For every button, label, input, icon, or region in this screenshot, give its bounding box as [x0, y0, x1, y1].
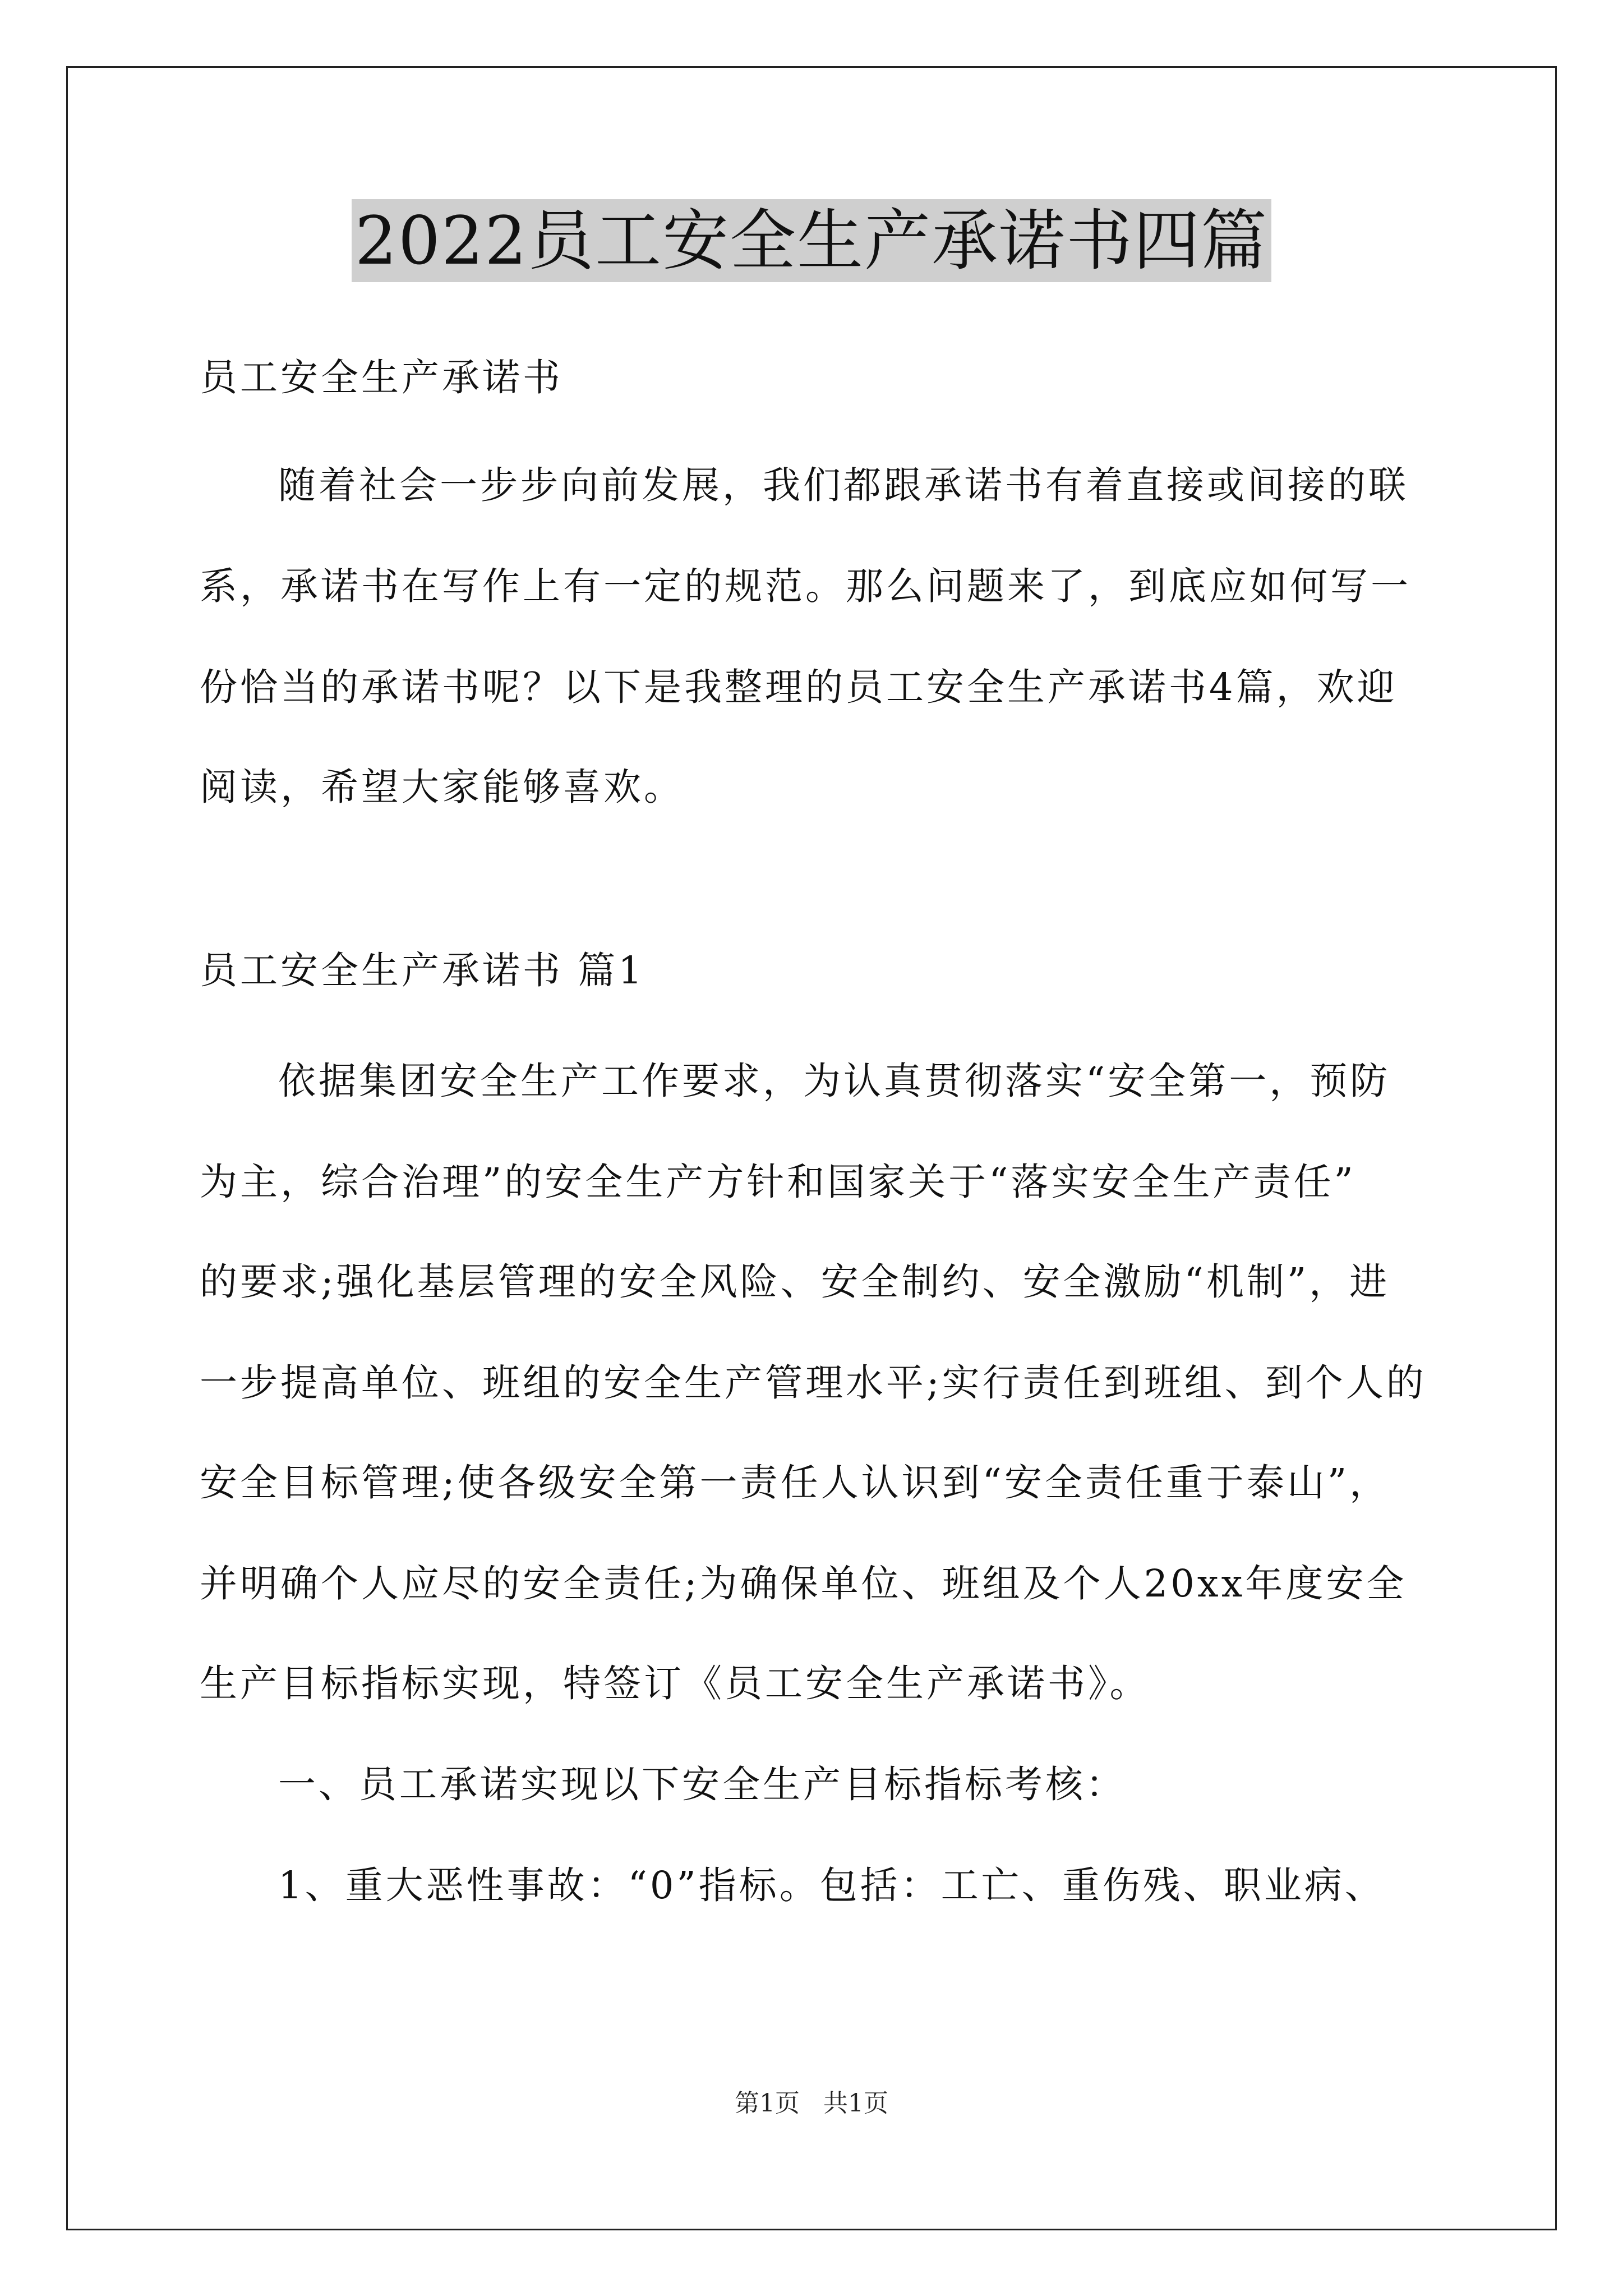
- title-container: [0, 199, 1623, 282]
- paragraph-line: 生产目标指标实现，特签订《员工安全生产承诺书》。: [200, 1662, 1150, 1705]
- paragraph-line: 为主，综合治理”的安全生产方针和国家关于“落实安全生产责任”: [200, 1160, 1356, 1204]
- page-footer: [0, 2087, 1623, 2120]
- paragraph-line: 依据集团安全生产工作要求，为认真贯彻落实“安全第一，预防: [278, 1059, 1391, 1103]
- page-number-current: 第1页: [735, 2089, 800, 2118]
- paragraph-line: 安全目标管理;使各级安全第一责任人认识到“安全责任重于泰山”，: [200, 1461, 1390, 1504]
- paragraph-line: 的要求;强化基层管理的安全风险、安全制约、安全激励“机制”，进: [200, 1260, 1390, 1304]
- section-heading-intro: 员工安全生产承诺书: [200, 356, 563, 399]
- page-number-total: 共1页: [823, 2089, 888, 2118]
- paragraph-line: 并明确个人应尽的安全责任;为确保单位、班组及个人20xx年度安全: [200, 1562, 1407, 1605]
- paragraph-line: 份恰当的承诺书呢？以下是我整理的员工安全生产承诺书4篇，欢迎: [200, 665, 1398, 709]
- paragraph-line: 系，承诺书在写作上有一定的规范。那么问题来了，到底应如何写一: [200, 564, 1411, 608]
- list-heading: 一、员工承诺实现以下安全生产目标指标考核：: [278, 1763, 1126, 1806]
- paragraph-line: 阅读，希望大家能够喜欢。: [200, 765, 684, 809]
- paragraph-line: 一步提高单位、班组的安全生产管理水平;实行责任到班组、到个人的: [200, 1361, 1427, 1405]
- list-item: 1、重大恶性事故：“0”指标。包括：工亡、重伤残、职业病、: [278, 1864, 1385, 1907]
- section-heading-part1: 员工安全生产承诺书 篇1: [200, 949, 645, 992]
- paragraph-line: 随着社会一步步向前发展，我们都跟承诺书有着直接或间接的联: [278, 463, 1409, 507]
- document-title: 2022员工安全生产承诺书四篇: [352, 199, 1271, 282]
